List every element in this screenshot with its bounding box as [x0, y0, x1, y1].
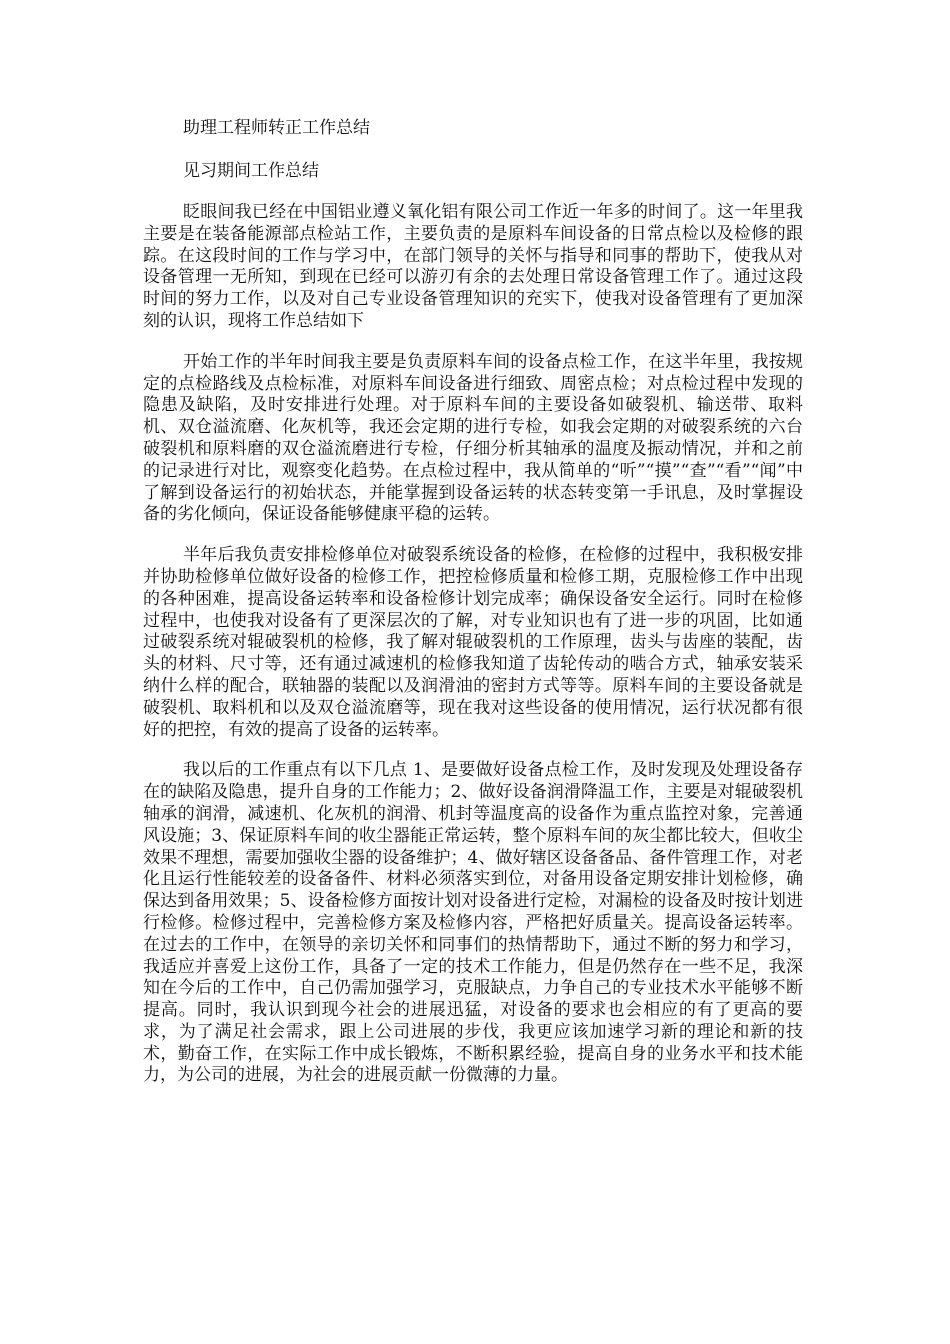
document-subtitle: 见习期间工作总结: [183, 161, 319, 181]
paragraph-intro: 眨眼间我已经在中国铝业遵义氧化铝有限公司工作近一年多的时间了。这一年里我主要是在装备能源部点检站工作，主要负责的是原料车间设备的日常点检以及检修的跟踪。在这段时间的工作与学习中，在部门领导的关怀与指导和同事的帮助下，使我从对设备管理一无所知，到现在已经可以游刃有余的去处理日常设备管理工作了。通过这段时间的努力工作，以及对自己专业设备管理知识的充实下，使我对设备管理有了更加深刻的认识，现将工作总结如下: [143, 202, 803, 331]
paragraph-inspection: 开始工作的半年时间我主要是负责原料车间的设备点检工作，在这半年里，我按规定的点检路线及点检标准，对原料车间设备进行细致、周密点检；对点检过程中发现的隐患及缺陷，及时安排进行处理。对于原料车间的主要设备如破裂机、输送带、取料机、双仓溢流磨、化灰机等，我还会定期的进行专检，如我会定期的对破裂系统的六台破裂机和原料磨的双仓溢流磨进行专检，仔细分析其轴承的温度及振动情况，并和之前的记录进行对比，观察变化趋势。在点检过程中，我从简单的“听”“摸”“查”“看”“闻”中了解到设备运行的初始状态，并能掌握到设备运转的状态转变第一手讯息，及时掌握设备的劣化倾向，保证设备能够健康平稳的运转。: [143, 351, 803, 525]
paragraph-future-work: 我以后的工作重点有以下几点 1、是要做好设备点检工作，及时发现及处理设备存在的缺陷及隐患，提升自身的工作能力；2、做好设备润滑降温工作，主要是对辊破裂机轴承的润滑，减速机、化灰机的润滑、机封等温度高的设备作为重点监控对象，完善通风设施；3、保证原料车间的收尘器能正常运转，整个原料车间的灰尘都比较大，但收尘效果不理想，需要加强收尘器的设备维护；4、做好辖区设备备品、备件管理工作，对老化且运行性能较差的设备备件、材料必须落实到位，对备用设备定期安排计划检修，确保达到备用效果；5、设备检修方面按计划对设备进行定检，对漏检的设备及时按计划进行检修。检修过程中，完善检修方案及检修内容，严格把好质量关。提高设备运转率。在过去的工作中，在领导的亲切关怀和同事们的热情帮助下，通过不断的努力和学习，我适应并喜爱上这份工作，具备了一定的技术工作能力，但是仍然存在一些不足，我深知在今后的工作中，自己仍需加强学习，克服缺点，力争自己的专业技术水平能够不断提高。同时，我认识到现今社会的进展迅猛，对设备的要求也会相应的有了更高的要求，为了满足社会需求，跟上公司进展的步伐，我更应该加速学习新的理论和新的技术，勤奋工作，在实际工作中成长锻炼，不断积累经验，提高自身的业务水平和技术能力，为公司的进展，为社会的进展贡献一份微薄的力量。: [143, 760, 803, 1086]
document-title: 助理工程师转正工作总结: [183, 118, 370, 138]
paragraph-maintenance: 半年后我负责安排检修单位对破裂系统设备的检修，在检修的过程中，我积极安排并协助检修单位做好设备的检修工作，把控检修质量和检修工期，克服检修工作中出现的各种困难，提高设备运转率和设备检修计划完成率；确保设备安全运行。同时在检修过程中，也使我对设备有了更深层次的了解，对专业知识也有了进一步的巩固，比如通过破裂系统对辊破裂机的检修，我了解对辊破裂机的工作原理，齿头与齿座的装配，齿头的材料、尺寸等，还有通过减速机的检修我知道了齿轮传动的啮合方式，轴承安装采纳什么样的配合，联轴器的装配以及润滑油的密封方式等等。原料车间的主要设备就是破裂机、取料机和以及双仓溢流磨等，现在我对这些设备的使用情况，运行状况都有很好的把控，有效的提高了设备的运转率。: [143, 545, 803, 740]
document-body: [143, 202, 803, 1106]
